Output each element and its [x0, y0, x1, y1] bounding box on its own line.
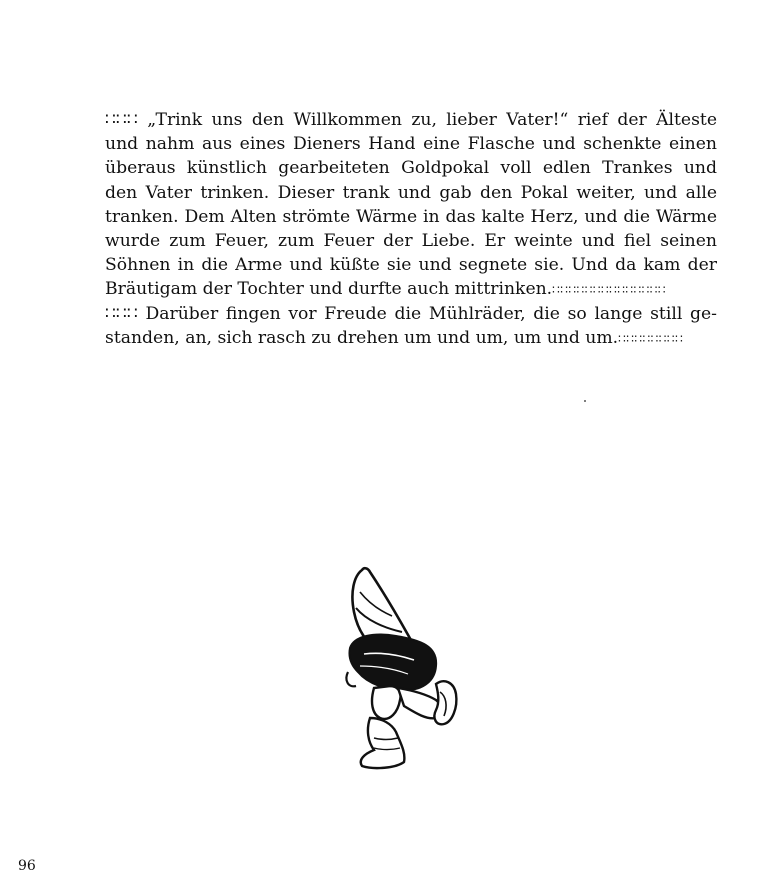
story-paragraph: [105, 108, 717, 350]
paper-speck: [584, 400, 586, 402]
text-line: standen, an, sich rasch zu drehen um und um, um und um.: [105, 327, 619, 348]
page-number: 96: [18, 858, 36, 874]
text-line: überaus künstlich gearbeiteten Goldpokal voll edlen Trankes und: [105, 158, 717, 179]
text-line: ∷∷∷ „Trink uns den Willkommen zu, lieber Vater!“ rief der Älteste: [105, 110, 717, 130]
line-fill-ornament: ∷∷∷∷∷∷∷∷∷∷∷∷∷∷: [552, 283, 667, 298]
text-line-with-fill: [105, 277, 717, 301]
text-line: und nahm aus eines Dieners Hand eine Flasche und schenkte einen: [105, 134, 717, 155]
gnome-walking-illustration-icon: [340, 562, 470, 772]
text-line: tranken. Dem Alten strömte Wärme in das kalte Herz, und die Wärme: [105, 206, 717, 227]
text-line: Söhnen in die Arme und küßte sie und segnete sie. Und da kam der: [105, 255, 717, 276]
text-line: Bräutigam der Tochter und durfte auch mittrinken.: [105, 279, 553, 300]
text-line-with-fill: [105, 326, 717, 350]
text-line: den Vater trinken. Dieser trank und gab den Pokal weiter, und alle: [105, 182, 717, 203]
text-line: ∷∷∷ Darüber fingen vor Freude die Mühlräder, die so lange still ge-: [105, 303, 717, 324]
line-fill-ornament: ∷∷∷∷∷∷∷∷: [618, 331, 684, 346]
text-line: wurde zum Feuer, zum Feuer der Liebe. Er weinte und fiel seinen: [105, 230, 717, 251]
